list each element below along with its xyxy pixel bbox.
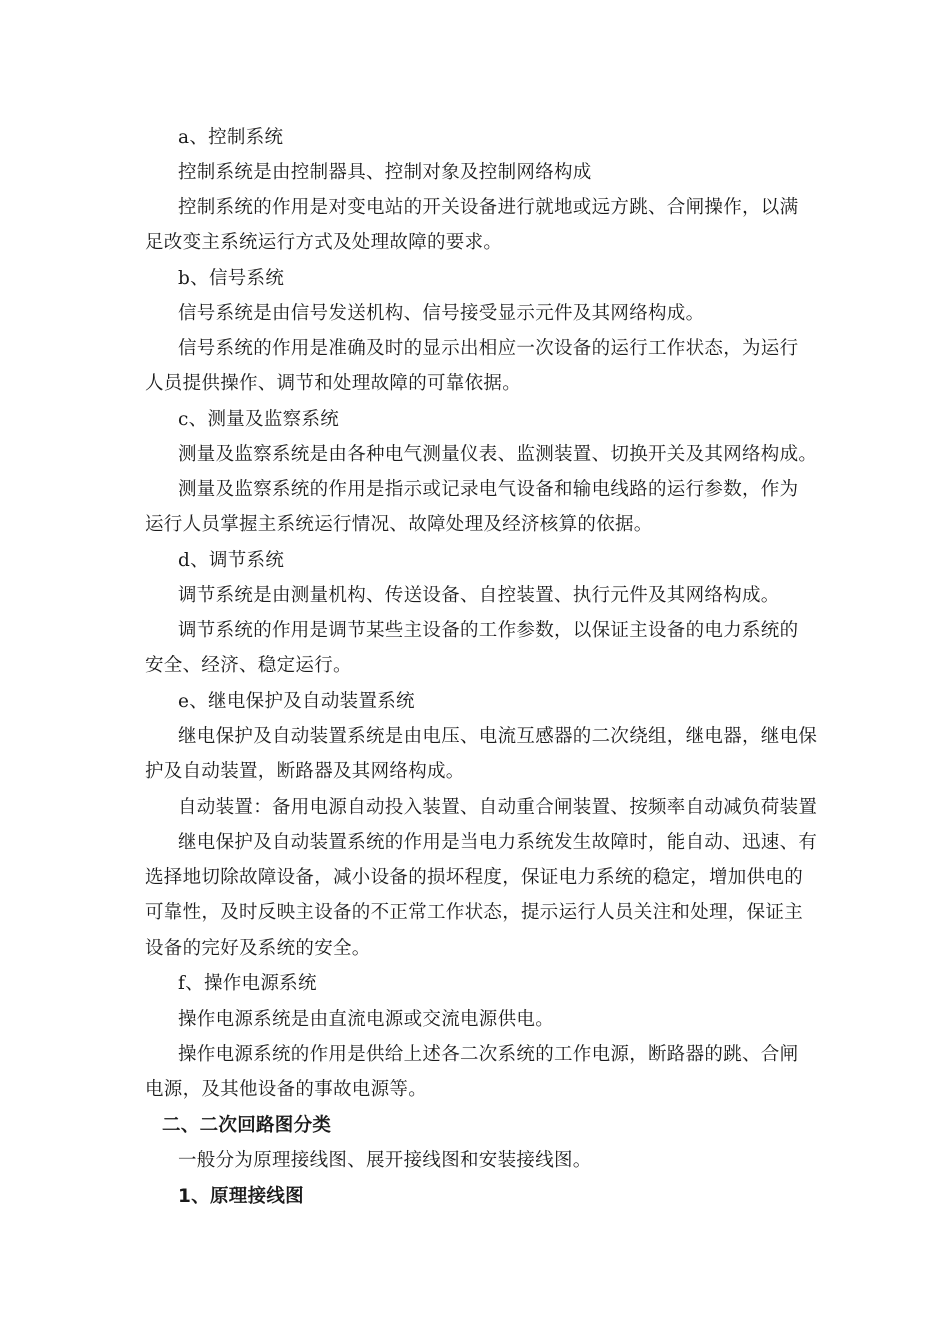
paragraph-line: 信号系统是由信号发送机构、信号接受显示元件及其网络构成。	[178, 303, 705, 324]
paragraph-line: 自动装置：备用电源自动投入装置、自动重合闸装置、按频率自动减负荷装置	[178, 797, 818, 818]
paragraph-line: 测量及监察系统的作用是指示或记录电气设备和输电线路的运行参数，作为	[178, 479, 799, 500]
paragraph-line: 护及自动装置，断路器及其网络构成。	[145, 761, 465, 782]
paragraph-line: 控制系统的作用是对变电站的开关设备进行就地或远方跳、合闸操作，以满	[178, 197, 799, 218]
section-heading: 二、二次回路图分类	[162, 1115, 332, 1136]
paragraph-line: 控制系统是由控制器具、控制对象及控制网络构成	[178, 162, 592, 183]
paragraph-line: 调节系统是由测量机构、传送设备、自控装置、执行元件及其网络构成。	[178, 585, 780, 606]
heading-regulation-system: d、调节系统	[178, 550, 285, 571]
subsection-heading: 1、原理接线图	[178, 1186, 304, 1207]
paragraph-line: 继电保护及自动装置系统的作用是当电力系统发生故障时，能自动、迅速、有	[178, 832, 818, 853]
paragraph-line: 足改变主系统运行方式及处理故障的要求。	[145, 232, 503, 253]
heading-control-system: a、控制系统	[178, 127, 284, 148]
paragraph-line: 安全、经济、稳定运行。	[145, 655, 352, 676]
paragraph-line: 一般分为原理接线图、展开接线图和安装接线图。	[178, 1150, 592, 1171]
paragraph-line: 继电保护及自动装置系统是由电压、电流互感器的二次绕组，继电器，继电保	[178, 726, 818, 747]
paragraph-line: 人员提供操作、调节和处理故障的可靠依据。	[145, 373, 522, 394]
paragraph-line: 调节系统的作用是调节某些主设备的工作参数，以保证主设备的电力系统的	[178, 620, 799, 641]
heading-operating-power-system: f、操作电源系统	[178, 973, 317, 994]
paragraph-line: 运行人员掌握主系统运行情况、故障处理及经济核算的依据。	[145, 514, 653, 535]
paragraph-line: 操作电源系统是由直流电源或交流电源供电。	[178, 1009, 555, 1030]
paragraph-line: 设备的完好及系统的安全。	[145, 938, 371, 959]
paragraph-line: 信号系统的作用是准确及时的显示出相应一次设备的运行工作状态，为运行	[178, 338, 799, 359]
heading-signal-system: b、信号系统	[178, 268, 285, 289]
heading-measurement-system: c、测量及监察系统	[178, 409, 340, 430]
paragraph-line: 选择地切除故障设备，减小设备的损坏程度，保证电力系统的稳定，增加供电的	[145, 867, 804, 888]
heading-relay-protection-system: e、继电保护及自动装置系统	[178, 691, 415, 712]
paragraph-line: 测量及监察系统是由各种电气测量仪表、监测装置、切换开关及其网络构成。	[178, 444, 818, 465]
paragraph-line: 操作电源系统的作用是供给上述各二次系统的工作电源，断路器的跳、合闸	[178, 1044, 799, 1065]
paragraph-line: 电源，及其他设备的事故电源等。	[145, 1079, 428, 1100]
paragraph-line: 可靠性，及时反映主设备的不正常工作状态，提示运行人员关注和处理，保证主	[145, 902, 804, 923]
